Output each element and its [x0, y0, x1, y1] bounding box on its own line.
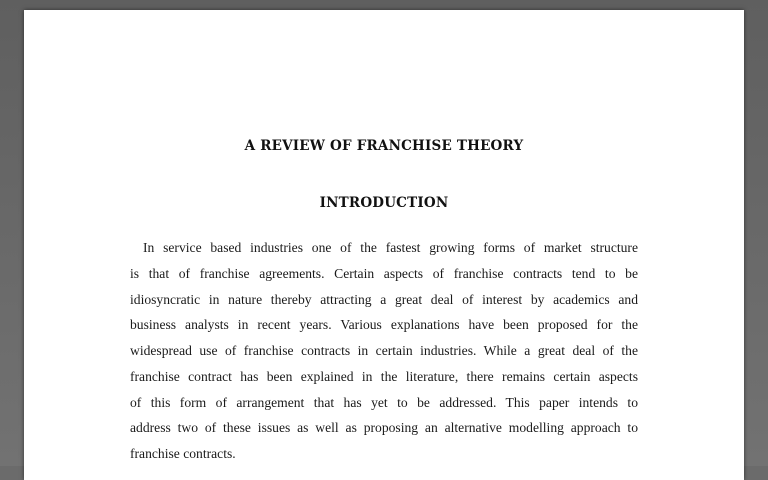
paragraph-line: business analysts in recent years. Various explanations have been proposed for the	[130, 317, 638, 333]
section-heading-introduction: INTRODUCTION	[319, 195, 449, 211]
introduction-paragraph	[130, 235, 638, 467]
paragraph-line: franchise contract has been explained in the literature, there remains certain aspects	[130, 368, 638, 384]
paragraph-line: widespread use of franchise contracts in certain industries. While a great deal of the	[130, 343, 638, 358]
document-page	[24, 10, 744, 480]
paragraph-line: In service based industries one of the fastest growing forms of market structure	[143, 240, 638, 255]
paragraph-line: address two of these issues as well as proposing an alternative modelling approach to	[130, 420, 638, 436]
paragraph-line: of this form of arrangement that has yet to be addressed. This paper intends to	[130, 394, 638, 410]
paragraph-line: is that of franchise agreements. Certain aspects of franchise contracts tend to be	[130, 265, 638, 281]
paragraph-line: idiosyncratic in nature thereby attracting a great deal of interest by academics and	[130, 291, 638, 307]
document-title: A REVIEW OF FRANCHISE THEORY	[244, 138, 524, 154]
paragraph-line: franchise contracts.	[130, 446, 236, 461]
